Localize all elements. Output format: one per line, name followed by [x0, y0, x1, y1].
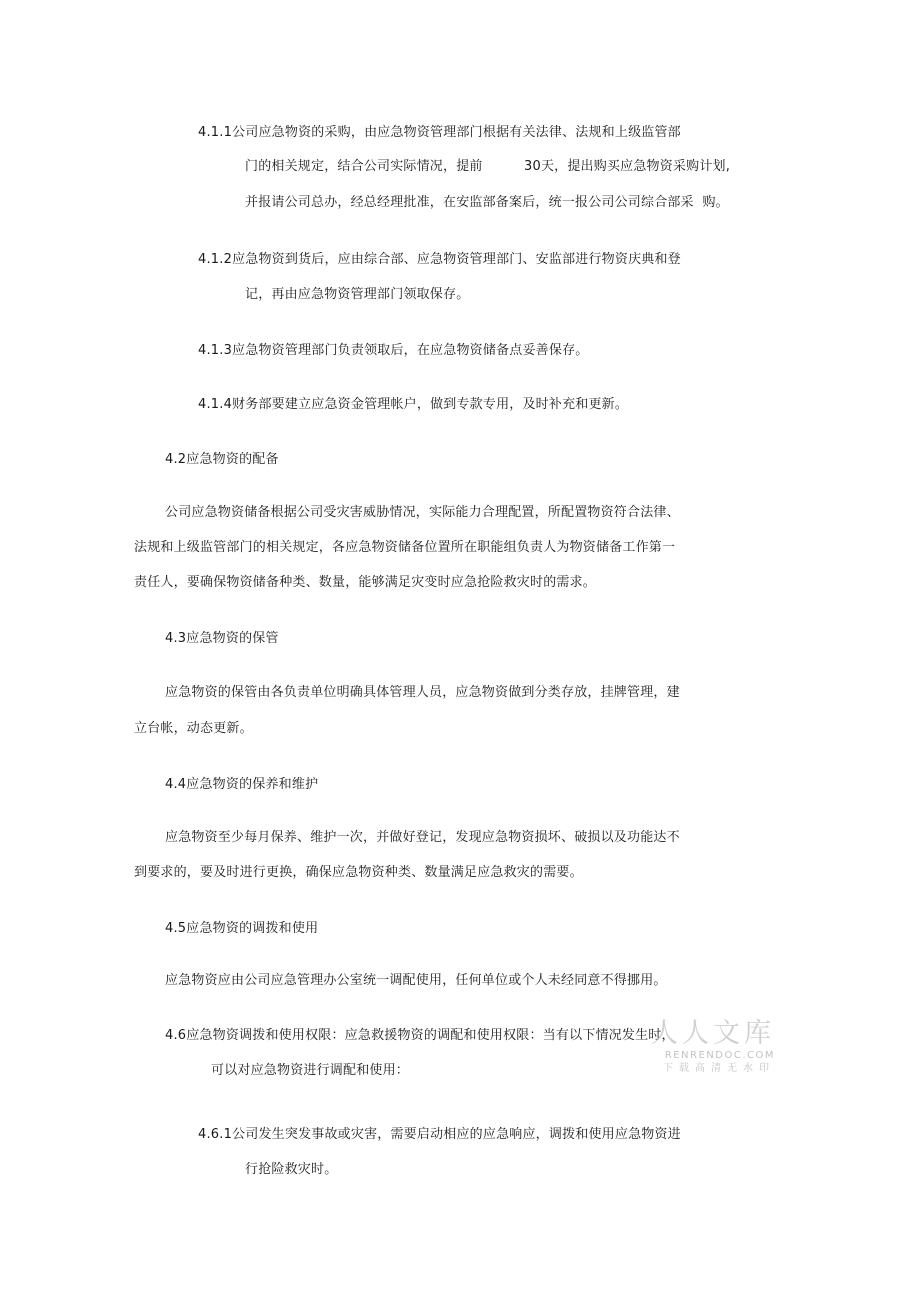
heading-4-2: 4.2应急物资的配备	[165, 452, 279, 467]
paragraph-4-3-line-2: 立台帐，动态更新。	[134, 721, 253, 736]
paragraph-4-1-1-line-1: 4.1.1公司应急物资的采购，由应急物资管理部门根据有关法律、法规和上级监管部	[198, 125, 681, 140]
paragraph-4-6-line-2: 可以对应急物资进行调配和使用：	[211, 1063, 410, 1078]
paragraph-4-3-line-1: 应急物资的保管由各负责单位明确具体管理人员，应急物资做到分类存放，挂牌管理，建	[165, 685, 680, 700]
watermark-title: 人人文库	[651, 1018, 775, 1049]
paragraph-4-1-2-line-2: 记，再由应急物资管理部门领取保存。	[245, 287, 470, 302]
paragraph-4-1-4: 4.1.4财务部要建立应急资金管理帐户，做到专款专用，及时补充和更新。	[198, 397, 629, 412]
paragraph-4-4-line-2: 到要求的，要及时进行更换，确保应急物资种类、数量满足应急救灾的需要。	[134, 865, 583, 880]
paragraph-4-2-line-1: 公司应急物资储备根据公司受灾害威胁情况，实际能力合理配置，所配置物资符合法律、	[165, 505, 680, 520]
watermark-subtitle: 下载高清无水印	[663, 1063, 775, 1074]
heading-4-5: 4.5应急物资的调拨和使用	[165, 921, 319, 936]
paragraph-4-6-1-line-1: 4.6.1公司发生突发事故或灾害，需要启动相应的应急响应，调拨和使用应急物资进	[198, 1127, 681, 1142]
paragraph-4-4-line-1: 应急物资至少每月保养、维护一次，并做好登记，发现应急物资损坏、破损以及功能达不	[165, 830, 680, 845]
watermark-logo	[640, 1018, 775, 1076]
paragraph-4-6-1-line-2: 行抢险救灾时。	[245, 1162, 338, 1177]
paragraph-4-1-1-line-2a: 门的相关规定，结合公司实际情况，提前	[245, 159, 483, 174]
heading-4-4: 4.4应急物资的保养和维护	[165, 777, 319, 792]
paragraph-4-2-line-3: 责任人，要确保物资储备种类、数量，能够满足灾变时应急抢险救灾时的需求。	[134, 575, 597, 590]
paragraph-4-6-line-1: 4.6应急物资调拨和使用权限：应急救援物资的调配和使用权限：当有以下情况发生时，	[165, 1028, 675, 1043]
watermark-url: RENRENDOC.COM	[664, 1050, 775, 1061]
paragraph-4-1-2-line-1: 4.1.2应急物资到货后，应由综合部、应急物资管理部门、安监部进行物资庆典和登	[198, 252, 681, 267]
paragraph-4-1-3: 4.1.3应急物资管理部门负责领取后，在应急物资储备点妥善保存。	[198, 343, 589, 358]
paragraph-4-2-line-2: 法规和上级监管部门的相关规定，各应急物资储备位置所在职能组负责人为物资储备工作第一	[134, 540, 676, 555]
paragraph-4-5: 应急物资应由公司应急管理办公室统一调配使用，任何单位或个人未经同意不得挪用。	[165, 973, 667, 988]
paragraph-4-1-1-line-3: 并报请公司总办，经总经理批准，在安监部备案后，统一报公司公司综合部采 购。	[245, 195, 729, 210]
heading-4-3: 4.3应急物资的保管	[165, 631, 279, 646]
paragraph-4-1-1-line-2b: 30天，提出购买应急物资采购计划,	[524, 159, 731, 174]
